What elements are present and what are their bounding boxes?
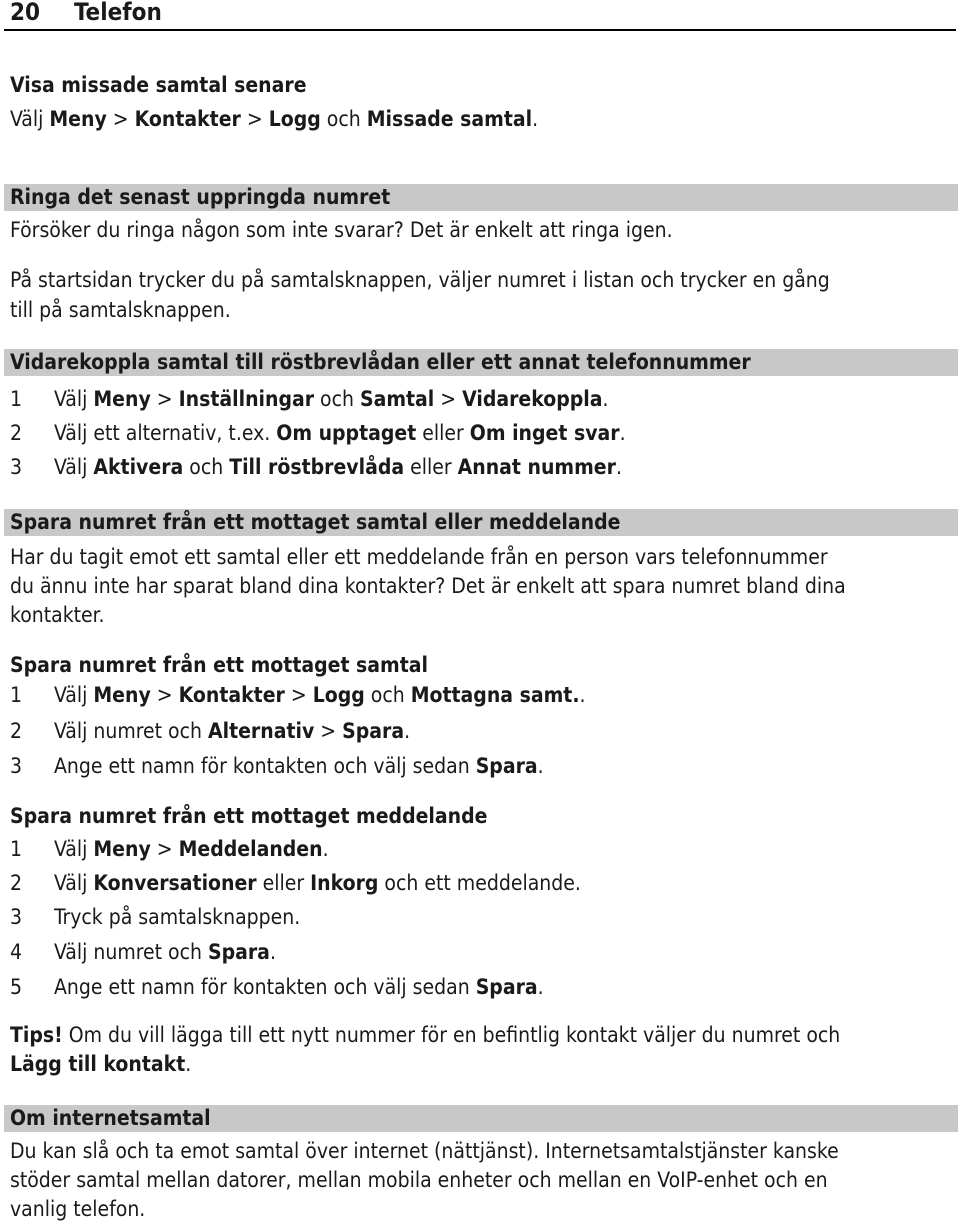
missed-calls-instruction: Välj Meny > Kontakter > Logg och Missade samtal. [10, 107, 539, 131]
forwarding-step: 3 Välj Aktivera och Till röstbrevlåda eller Annat nummer. [10, 455, 622, 479]
missed-calls-heading: Visa missade samtal senare [10, 73, 307, 97]
internet-calls-heading: Om internetsamtal [4, 1105, 958, 1132]
save-number-intro-line-1: Har du tagit emot ett samtal eller ett meddelande från en person vars telefonnummer [10, 545, 828, 569]
tip-line-1: Tips! Om du vill lägga till ett nytt nummer för en befintlig kontakt väljer du numret och [10, 1023, 841, 1047]
internet-calls-line-3: vanlig telefon. [10, 1197, 146, 1221]
forwarding-step: 2 Välj ett alternativ, t.ex. Om upptaget eller Om inget svar. [10, 421, 626, 445]
redial-intro: Försöker du ringa någon som inte svarar? Det är enkelt att ringa igen. [10, 218, 673, 242]
save-from-message-step: 5 Ange ett namn för kontakten och välj sedan Spara. [10, 975, 544, 999]
redial-body-line-2: till på samtalsknappen. [10, 298, 231, 322]
save-number-heading: Spara numret från ett mottaget samtal eller meddelande [4, 509, 958, 536]
forwarding-heading: Vidarekoppla samtal till röstbrevlådan eller ett annat telefonnummer [4, 349, 958, 376]
save-from-call-heading: Spara numret från ett mottaget samtal [10, 653, 428, 677]
page-number: 20 [10, 0, 41, 26]
save-from-call-step: 3 Ange ett namn för kontakten och välj sedan Spara. [10, 754, 544, 778]
forwarding-step: 1 Välj Meny > Inställningar och Samtal > Vidarekoppla. [10, 387, 609, 411]
internet-calls-line-2: stöder samtal mellan datorer, mellan mobila enheter och mellan en VoIP-enhet och en [10, 1168, 828, 1192]
page-header [4, 0, 956, 31]
save-from-message-step: 3 Tryck på samtalsknappen. [10, 905, 301, 929]
tip-label: Tips! [10, 1023, 63, 1047]
save-number-intro-line-2: du ännu inte har sparat bland dina kontakter? Det är enkelt att spara numret bland dina [10, 574, 846, 598]
save-from-message-step: 2 Välj Konversationer eller Inkorg och ett meddelande. [10, 871, 581, 895]
save-from-call-step: 1 Välj Meny > Kontakter > Logg och Mottagna samt.. [10, 683, 586, 707]
save-from-message-heading: Spara numret från ett mottaget meddelande [10, 804, 488, 828]
save-from-message-step: 1 Välj Meny > Meddelanden. [10, 837, 329, 861]
save-number-intro-line-3: kontakter. [10, 603, 105, 627]
save-from-call-step: 2 Välj numret och Alternativ > Spara. [10, 719, 411, 743]
chapter-title: Telefon [74, 0, 162, 26]
redial-heading: Ringa det senast uppringda numret [4, 184, 958, 211]
tip-line-2: Lägg till kontakt. [10, 1052, 192, 1076]
internet-calls-line-1: Du kan slå och ta emot samtal över internet (nättjänst). Internetsamtalstjänster kanske [10, 1139, 839, 1163]
save-from-message-step: 4 Välj numret och Spara. [10, 940, 276, 964]
redial-body-line-1: På startsidan trycker du på samtalsknappen, väljer numret i listan och trycker en gång [10, 268, 830, 292]
